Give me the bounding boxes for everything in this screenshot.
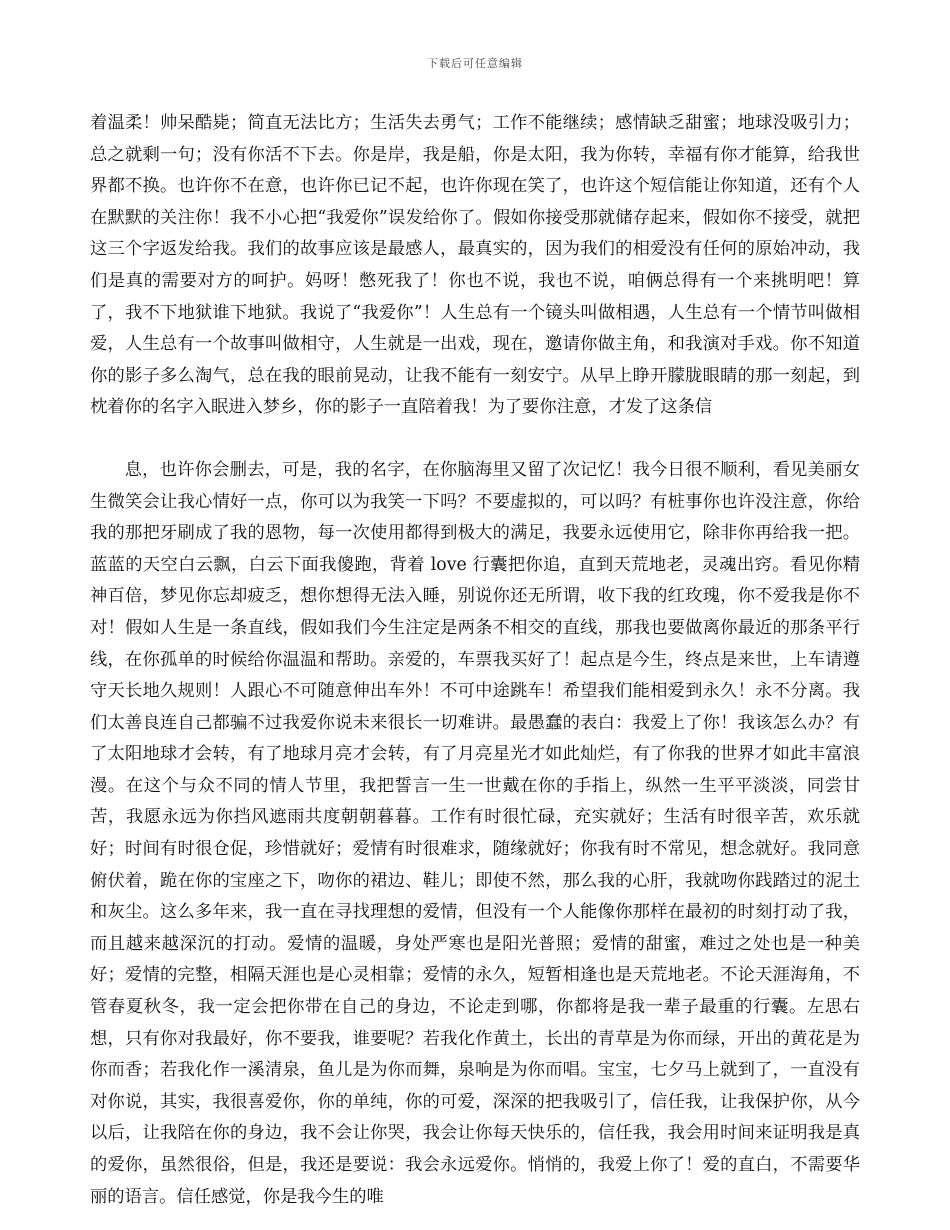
paragraph-1: 着温柔！帅呆酷毙；简直无法比方；生活失去勇气；工作不能继续；感情缺乏甜蜜；地球没吸引力；总之就剩一句；没有你活不下去。你是岸，我是船，你是太阳，我为你转，幸福有你才能算，给我世界都不换。也许你不在意，也许你已记不起，也许你现在笑了，也许这个短信能让你知道，还有个人在默默的关注你！我不小心把“我爱你”误发给你了。假如你接受那就储存起来，假如你不接受，就把这三个字返发给我。我们的故事应该是最感人，最真实的，因为我们的相爱没有任何的原始冲动，我们是真的需要对方的呵护。妈呀！憋死我了！你也不说，我也不说，咱俩总得有一个来挑明吧！算了，我不下地狱谁下地狱。我说了“我爱你”！人生总有一个镜头叫做相遇，人生总有一个情节叫做相爱，人生总有一个故事叫做相守，人生就是一出戏，现在，邀请你做主角，和我演对手戏。你不知道你的影子多么淘气，总在我的眼前晃动，让我不能有一刻安宁。从早上睁开朦胧眼睛的那一刻起，到枕着你的名字入眠进入梦乡，你的影子一直陪着我！为了要你注意，才发了这条信 — [90, 113, 860, 418]
document-body — [90, 108, 860, 1213]
paragraph-2: 息，也许你会删去，可是，我的名字，在你脑海里又留了次记忆！我今日很不顺利，看见美丽女生微笑会让我心情好一点，你可以为我笑一下吗？不要虚拟的，可以吗？有桩事你也许没注意，你给我的那把牙刷成了我的恩物，每一次使用都得到极大的满足，我要永远使用它，除非你再给我一把。蓝蓝的天空白云飘，白云下面我傻跑，背着 love 行囊把你追，直到天荒地老，灵魂出窍。看见你精神百倍，梦见你忘却疲乏，想你想得无法入睡，别说你还无所谓，收下我的红玫瑰，你不爱我是你不对！假如人生是一条直线，假如我们今生注定是两条不相交的直线，那我也要做离你最近的那条平行线，在你孤单的时候给你温温和帮助。亲爱的，车票我买好了！起点是今生，终点是来世，上车请遵守天长地久规则！人跟心不可随意伸出车外！不可中途跳车！希望我们能相爱到永久！永不分离。我们太善良连自己都骗不过我爱你说未来很长一切难讲。最愚蠢的表白：我爱上了你！我该怎么办？有了太阳地球才会转，有了地球月亮才会转，有了月亮星光才如此灿烂，有了你我的世界才如此丰富浪漫。在这个与众不同的情人节里，我把誓言一生一世戴在你的手指上，纵然一生平平淡淡，同尝甘苦，我愿永远为你挡风遮雨共度朝朝暮暮。工作有时很忙碌，充实就好；生活有时很辛苦，欢乐就好；时间有时很仓促，珍惜就好；爱情有时很难求，随缘就好；你我有时不常见，想念就好。我同意俯伏着，跪在你的宝座之下，吻你的裙边、鞋儿；即使不然，那么我的心肝，我就吻你践踏过的泥土和灰尘。这么多年来，我一直在寻找理想的爱情，但没有一个人能像你那样在最初的时刻打动了我，而且越来越深沉的打动。爱情的温暖，身处严寒也是阳光普照；爱情的甜蜜，难过之处也是一种美好；爱情的完整，相隔天涯也是心灵相靠；爱情的永久，短暂相逢也是天荒地老。不论天涯海角，不管春夏秋冬，我一定会把你带在自己的身边，不论走到哪，你都将是我一辈子最重的行囊。左思右想，只有你对我最好，你不要我，谁要呢？若我化作黄土，长出的青草是为你而绿，开出的黄花是为你而香；若我化作一溪清泉，鱼儿是为你而舞，泉响是为你而唱。宝宝，七夕马上就到了，一直没有对你说，其实，我很喜爱你，你的单纯，你的可爱，深深的把我吸引了，信任我，让我保护你，从今以后，让我陪在你的身边，我不会让你哭，我会让你每天快乐的，信任我，我会用时间来证明我是真的爱你，虽然很俗，但是，我还是要说：我会永远爱你。悄悄的，我爱上你了！爱的直白，不需要华丽的语言。信任感觉，你是我今生的唯 — [90, 459, 860, 1207]
page-header: 下载后可任意编辑 — [427, 57, 523, 70]
